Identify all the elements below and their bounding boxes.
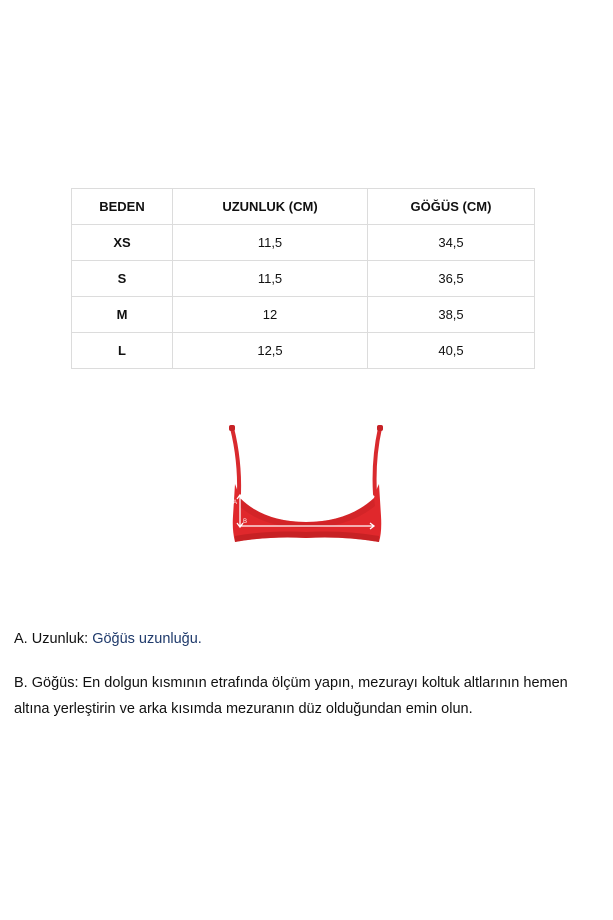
bralette-measurement-diagram [224,420,388,550]
length-value: 11,5 [173,261,368,297]
table-row [72,297,535,333]
length-value: 12,5 [173,333,368,369]
header-length: UZUNLUK (CM) [173,189,368,225]
note-chest-label: B. Göğüs: [14,675,79,691]
note-length [14,626,604,652]
bralette-illustration [229,425,383,542]
size-value: XS [72,225,173,261]
note-length-text: Göğüs uzunluğu. [92,631,202,647]
note-chest [14,670,599,722]
length-value: 12 [173,297,368,333]
note-length-label: A. Uzunluk: [14,631,89,647]
table-row [72,225,535,261]
size-chart-table [71,188,535,369]
chest-value: 40,5 [368,333,535,369]
table-row [72,333,535,369]
size-value: L [72,333,173,369]
table-header-row [72,189,535,225]
chest-value: 36,5 [368,261,535,297]
label-a: A [233,500,238,506]
note-chest-text: En dolgun kısmının etrafında ölçüm yapın, mezurayı koltuk altlarının hemen altına yerleştirin ve arka kısımda mezuranın düz olduğundan emin olun. [14,675,568,717]
chest-value: 38,5 [368,297,535,333]
label-b: B [243,519,248,525]
chest-value: 34,5 [368,225,535,261]
header-size: BEDEN [72,189,173,225]
size-value: M [72,297,173,333]
table-row [72,261,535,297]
size-value: S [72,261,173,297]
length-value: 11,5 [173,225,368,261]
header-chest: GÖĞÜS (CM) [368,189,535,225]
